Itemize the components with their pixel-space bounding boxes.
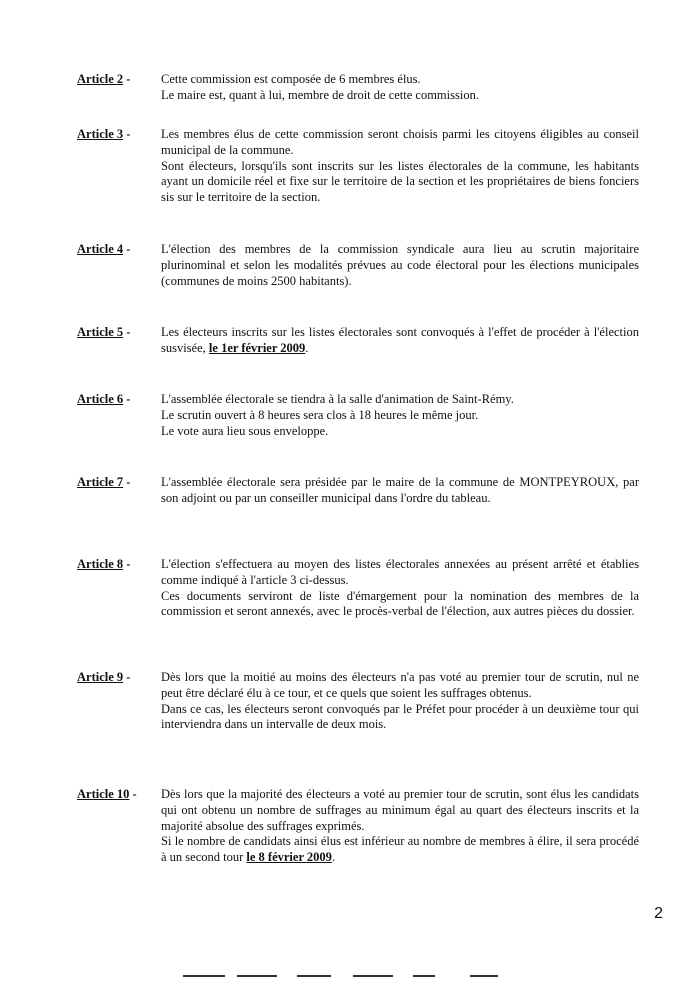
article-label <box>77 557 130 573</box>
text-run: . <box>305 340 309 355</box>
article-label-text: Article 7 <box>77 475 124 489</box>
article-label-text: Article 3 <box>77 127 124 141</box>
article-label-separator: - <box>123 325 131 339</box>
article-label-separator: - <box>123 475 131 489</box>
text-run: Le maire est, quant à lui, membre de droit de cette commission. <box>161 87 479 102</box>
text-run: . <box>331 850 336 865</box>
article-label-text: Article 5 <box>77 325 124 339</box>
article-body <box>161 392 639 439</box>
article-paragraph <box>161 424 639 440</box>
article-label-text: Article 4 <box>77 242 124 256</box>
article-body <box>161 475 639 507</box>
article-body <box>161 127 639 206</box>
text-run: L'élection des membres de la commission syndicale aura lieu au scrutin majoritaire plurinominal et selon les modalités prévues au code électoral pour les élections municipales (communes de moins 2500 habitants). <box>161 242 639 288</box>
text-run: Les électeurs inscrits sur les listes électorales sont convoqués à l'effet de procéder à l'élection susvisée, <box>161 325 639 355</box>
emphasized-date: le 1er février 2009 <box>208 340 306 355</box>
article-paragraph <box>161 787 639 834</box>
article-paragraph <box>161 242 639 289</box>
text-run: Dès lors que la moitié au moins des électeurs n'a pas voté au premier tour de scrutin, nul ne peut être déclaré élu à ce tour, et ce quels que soient les suffrages obtenus. <box>161 670 639 700</box>
article-label-separator: - <box>123 670 131 684</box>
article-paragraph <box>161 557 639 589</box>
article-label-separator: - <box>123 242 131 256</box>
article-paragraph <box>161 88 639 104</box>
scan-dash <box>470 975 498 977</box>
page-number: 2 <box>654 905 663 922</box>
scan-dash <box>183 975 225 977</box>
article-paragraph <box>161 670 639 702</box>
article-label <box>77 242 130 258</box>
text-run: Sont électeurs, lorsqu'ils sont inscrits sur les listes électorales de la commune, les habitants ayant un domicile réel et fixe sur le territoire de la section et les propriétaires de biens fonciers sis sur le territoire de la section. <box>161 158 639 205</box>
article-paragraph <box>161 159 639 206</box>
scan-dash <box>353 975 393 977</box>
article-body <box>161 670 639 733</box>
article-label-text: Article 6 <box>77 392 124 406</box>
text-run: Les membres élus de cette commission seront choisis parmi les citoyens éligibles au conseil municipal de la commune. <box>161 127 639 157</box>
text-run: Le scrutin ouvert à 8 heures sera clos à 18 heures le même jour. <box>161 407 479 422</box>
article-label-text: Article 2 <box>77 72 124 86</box>
article-label-text: Article 10 <box>77 787 130 801</box>
article-label-text: Article 9 <box>77 670 124 684</box>
article-body <box>161 325 639 357</box>
article-label <box>77 787 137 803</box>
article-paragraph <box>161 589 639 621</box>
article-paragraph <box>161 325 639 357</box>
article-paragraph <box>161 127 639 159</box>
article-label-separator: - <box>123 392 131 406</box>
article-paragraph <box>161 475 639 507</box>
article-label-text: Article 8 <box>77 557 124 571</box>
emphasized-date: le 8 février 2009 <box>246 850 332 865</box>
article-body <box>161 242 639 289</box>
text-run: Cette commission est composée de 6 membres élus. <box>161 72 421 86</box>
scan-dash <box>413 975 435 977</box>
article-label <box>77 72 130 88</box>
scan-dash <box>297 975 331 977</box>
article-label <box>77 127 130 143</box>
text-run: Dans ce cas, les électeurs seront convoqués par le Préfet pour procéder à un deuxième tour qui interviendra dans un intervalle de deux mois. <box>161 701 639 732</box>
text-run: L'assemblée électorale se tiendra à la salle d'animation de Saint-Rémy. <box>161 392 514 406</box>
article-label-separator: - <box>123 557 131 571</box>
article-paragraph <box>161 392 639 408</box>
text-run: L'assemblée électorale sera présidée par le maire de la commune de MONTPEYROUX, par son adjoint ou par un conseiller municipal dans l'ordre du tableau. <box>161 475 639 505</box>
article-label-separator: - <box>123 127 131 141</box>
article-label <box>77 475 130 491</box>
article-label <box>77 670 130 686</box>
article-label <box>77 325 130 341</box>
text-run: Ces documents serviront de liste d'émargement pour la nomination des membres de la commission et seront annexés, avec le procès-verbal de l'élection, aux autres pièces du dossier. <box>161 588 639 619</box>
article-label <box>77 392 130 408</box>
text-run: Dès lors que la majorité des électeurs a voté au premier tour de scrutin, sont élus les candidats qui ont obtenu un nombre de suffrages au minimum égal au quart des électeurs inscrits et la majorité absolue des suffrages exprimés. <box>161 787 639 833</box>
article-body <box>161 557 639 620</box>
article-label-separator: - <box>123 72 131 86</box>
text-run: L'élection s'effectuera au moyen des listes électorales annexées au présent arrêté et établies comme indiqué à l'article 3 ci-dessus. <box>161 557 639 587</box>
text-run: Si le nombre de candidats ainsi élus est inférieur au nombre de membres à élire, il sera procédé à un second tour <box>161 834 639 865</box>
article-paragraph <box>161 834 639 866</box>
text-run: Le vote aura lieu sous enveloppe. <box>161 423 329 438</box>
article-label-separator: - <box>129 787 137 801</box>
article-paragraph <box>161 408 639 424</box>
article-body <box>161 787 639 866</box>
article-body <box>161 72 639 104</box>
article-paragraph <box>161 702 639 734</box>
scan-dash <box>237 975 277 977</box>
article-paragraph <box>161 72 639 88</box>
